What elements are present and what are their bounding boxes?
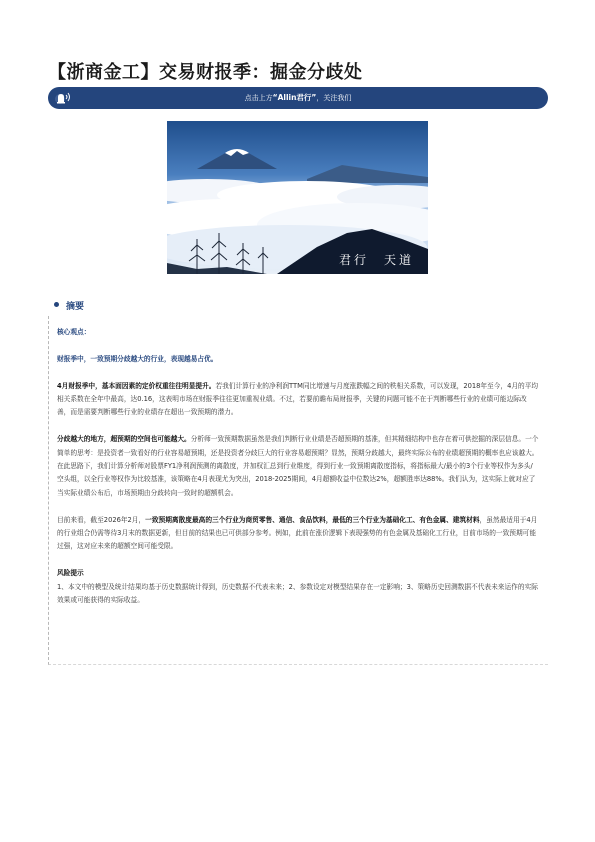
risk-text: 1、本文中的模型及统计结果均基于历史数据统计得到，历史数据不代表未来；2、参数设定对模型结果存在一定影响；3、策略历史回测数据不代表未来运作的实际效果或可能获得的实际收益。 <box>57 582 538 605</box>
section-bullet-icon <box>54 302 59 307</box>
summary-paragraph-1 <box>57 380 539 420</box>
hero-signature: 君行 天道 <box>338 253 414 267</box>
core-point: 财报季中，一致预期分歧越大的行业，表现越易占优。 <box>57 354 218 363</box>
banner-prefix: 点击上方 <box>244 94 273 102</box>
follow-banner[interactable] <box>48 87 548 109</box>
page-title: 【浙商金工】交易财报季：掘金分歧处 <box>48 62 363 83</box>
risk-title: 风险提示 <box>57 569 84 578</box>
p3-pre: 目前来看，截至2026年2月， <box>57 515 146 524</box>
p3-lead: 一致预期离散度最高的三个行业为商贸零售、通信、食品饮料，最低的三个行业为基础化工、有色金属、建筑材料 <box>145 515 480 524</box>
account-name[interactable]: “Allin君行” <box>272 93 317 102</box>
banner-suffix: ，关注我们 <box>316 94 352 102</box>
summary-paragraph-3 <box>57 514 539 554</box>
p2-lead: 分歧越大的地方，超预期的空间也可能越大。 <box>57 435 191 444</box>
follow-banner-text <box>48 92 548 103</box>
p1-lead: 4月财报季中，基本面因素的定价权重往往明显提升。 <box>57 381 216 390</box>
core-label: 核心观点： <box>57 328 91 336</box>
p2-body: 分析师一致预期数据虽然是我们判断行业业绩是否超预期的基准，但其精细结构中也存在着可供挖掘的深层信息。一个简单的思考：是投资者一致看好的行业容易超预期，还是投资者分歧巨大的行业容易超预期？显然，预期分歧越大，最终实际公布的业绩超预期的概率也应该越大。在此思路下，我们计算分析师对股票FY1净利润预测的离散度，并加权汇总到行业维度，得到行业一致预期离散度指标，将指标最大/最小的3个行业等权作为多头/空头组，以全行业等权作为比较基准，该策略在4月表现尤为突出，2018-2025期间，4月超额收益中位数达2%，超额胜率达88%。我们认为，这实际上就对应了当实际业绩公布后，市场预期由分歧转向一致时的超额机会。 <box>57 435 539 497</box>
summary-content <box>57 326 539 621</box>
p1-body: 若我们计算行业的净利润TTM同比增速与月度涨跌幅之间的秩相关系数，可以发现，2018年至今，4月的平均相关系数在全年中最高，达0.16，这表明市场在财报季往往更加重视业绩。不过，若要前瞻布局财报季，关键的问题可能不在于判断哪些行业的业绩可能边际改善，而是需要判断哪些行业的业绩存在超出一致预期的潜力。 <box>57 381 539 417</box>
hero-image <box>167 121 428 274</box>
summary-paragraph-2 <box>57 433 539 500</box>
section-title: 摘要 <box>66 302 85 312</box>
p3-body: ，虽然最适用于4月的行业组合仍需等待3月末的数据更新，但目前的结果也已可供部分参考。例如，此前在涨价逻辑下表现强势的有色金属及基础化工行业，目前市场的一致预期可能过强，这对应未来的超额空间可能受限。 <box>57 515 538 551</box>
